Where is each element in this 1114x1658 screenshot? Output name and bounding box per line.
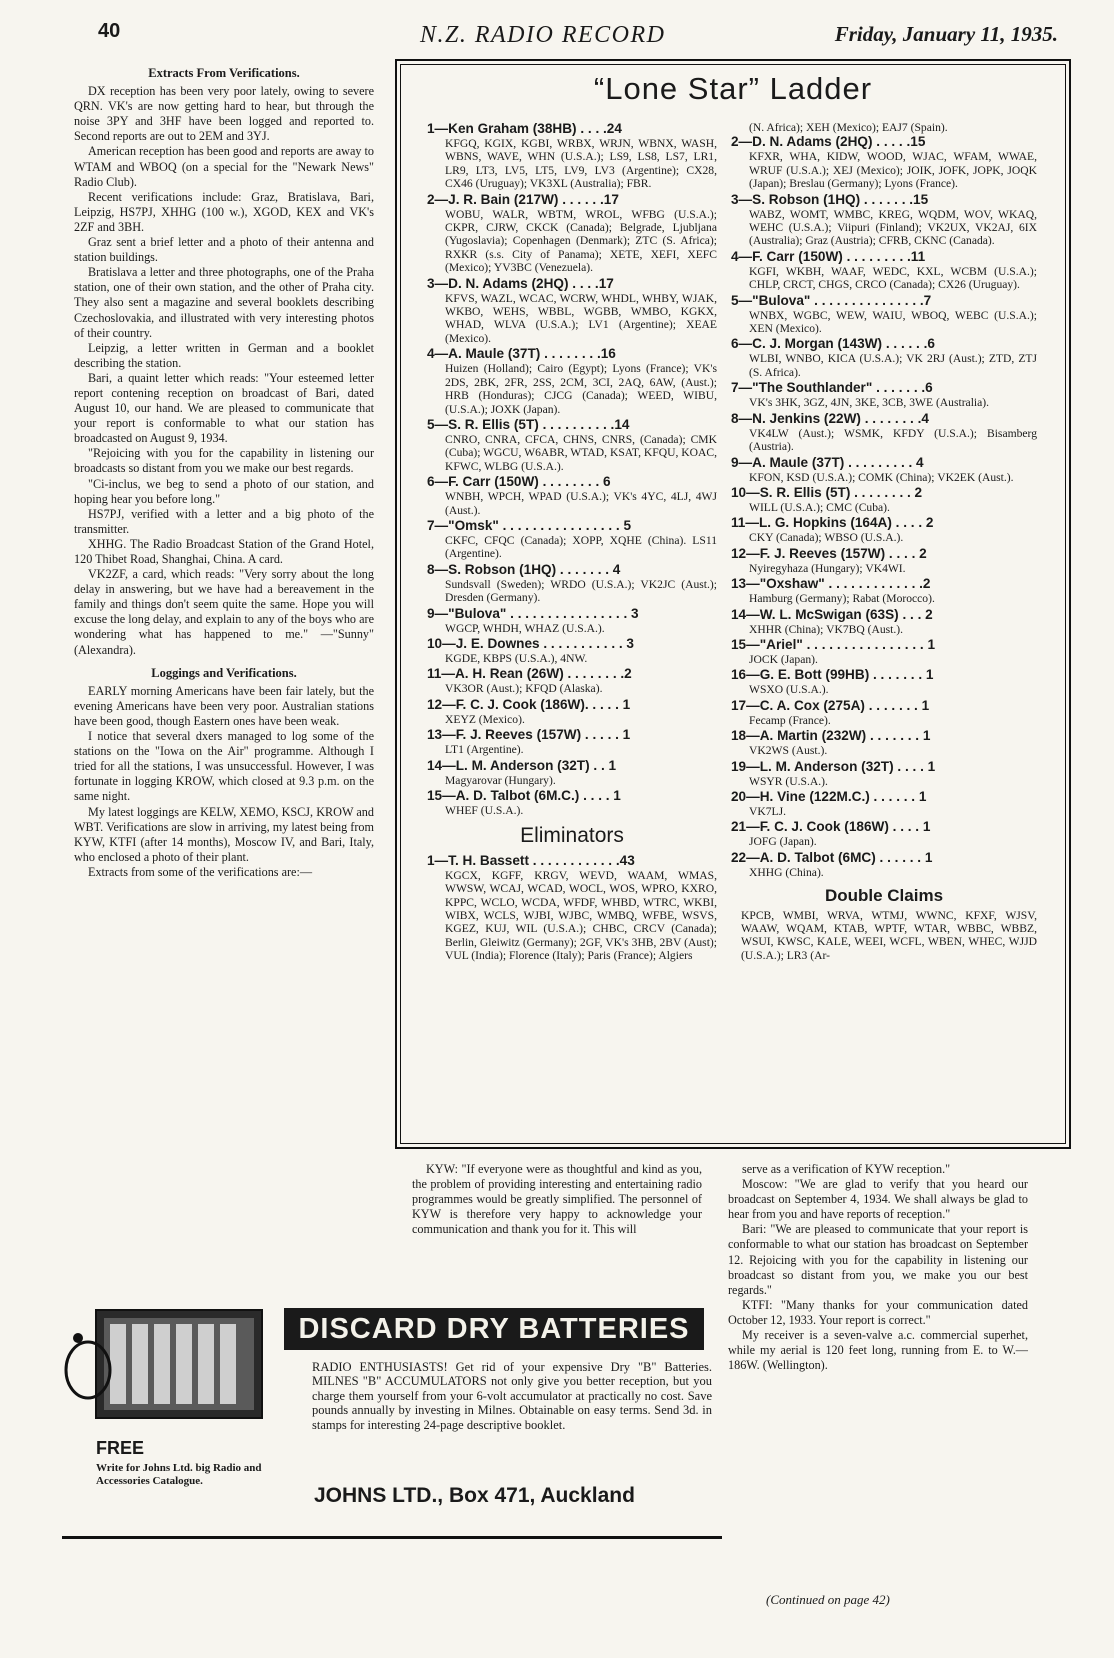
body-paragraph: KTFI: "Many thanks for your communication dated October 12, 1933. Your report is correct." <box>728 1297 1028 1327</box>
body-paragraph: Extracts from some of the verifications are:— <box>88 864 313 879</box>
ladder-entry <box>731 576 1037 605</box>
ladder-entry-stations: KGCX, KGFF, KRGV, WEVD, WAAM, WMAS, WWSW, WCAJ, WCAD, WOCL, WOS, WPRO, KXRO, KPPC, WCLO, WCDA, WFDF, WHBD, WTRC, WKBI, WIBX, WCLS, WJBI, WJBC, WMBQ, WFBE, WSVS, KGEZ, KUJ, WIL (U.S.A.); CHBC, CRCV (Canada); Berlin, Gleiwitz (Germany); 2GF, VK's 3HB, 2BV (Aust); VUL (India); Florence (Italy); Paris (France); Algiers <box>445 868 717 963</box>
body-paragraph: Graz sent a brief letter and a photo of their antenna and station buildings. <box>74 235 374 265</box>
ladder-entry-stations: VK7LJ. <box>749 804 787 818</box>
double-claims-list: KPCB, WMBI, WRVA, WTMJ, WWNC, KFXF, WJSV, WAAW, WQAM, KTAB, WPTF, WTAR, WBBC, WBBZ, WSUI, KWSC, KALE, WEEI, WCFL, WBEN, WHEC, WJJD (U.S.A.); LR3 (Ar- <box>741 908 1037 962</box>
ladder-entry-name: 9—"Bulova" . . . . . . . . . . . . . . . . 3 <box>427 605 639 621</box>
ad-catalogue-note: Write for Johns Ltd. big Radio and Accessories Catalogue. <box>96 1462 262 1487</box>
ladder-entry-name: 8—N. Jenkins (22W) . . . . . . . .4 <box>731 410 929 426</box>
ladder-entry <box>427 276 717 346</box>
ladder-entry <box>427 788 717 817</box>
battery-illustration <box>62 1290 282 1430</box>
ladder-entry-stations: WLBI, WNBO, KICA (U.S.A.); VK 2RJ (Aust.); ZTD, ZTJ (S. Africa). <box>749 352 1037 379</box>
body-paragraph: HS7PJ, verified with a letter and a big photo of the transmitter. <box>74 506 374 536</box>
ladder-entry-name: 1—T. H. Bassett . . . . . . . . . . . .43 <box>427 852 635 868</box>
ladder-entry-name: 21—F. C. J. Cook (186W) . . . . 1 <box>731 819 931 835</box>
ladder-entry-stations: XEYZ (Mexico). <box>445 712 525 726</box>
ladder-entry-name: 4—A. Maule (37T) . . . . . . . .16 <box>427 346 616 362</box>
body-paragraph: Recent verifications include: Graz, Bratislava, Bari, Leipzig, HS7PJ, XHHG (100 w.), XGOD, KEX and VK's 2ZF and 3BH. <box>74 189 374 234</box>
ladder-entry <box>427 474 717 517</box>
ladder-entry <box>731 728 1037 757</box>
ladder-entry <box>427 697 717 726</box>
issue-date: Friday, January 11, 1935. <box>834 22 1058 46</box>
ladder-entry-name: 5—"Bulova" . . . . . . . . . . . . . . .7 <box>731 292 932 308</box>
body-paragraph: "Rejoicing with you for the capability in listening our broadcasts so distant from you we make our best regards. <box>74 446 374 476</box>
ladder-entry-name: 16—G. E. Bott (99HB) . . . . . . . 1 <box>731 667 934 683</box>
ladder-entry <box>427 518 717 561</box>
ladder-entry-name: 2—D. N. Adams (2HQ) . . . . .15 <box>731 134 926 150</box>
ladder-entry-stations: JOFG (Japan). <box>749 835 817 849</box>
ladder-entry <box>427 758 717 787</box>
ladder-right-list <box>731 121 1037 962</box>
ladder-entry-stations: KFXR, WHA, KIDW, WOOD, WJAC, WFAM, WWAE, WRUF (U.S.A.); XEJ (Mexico); JOIK, JOFK, JOPK, JOQK (Japan); Breslau (Germany); Lyons (France). <box>749 150 1037 191</box>
ladder-entry <box>731 607 1037 636</box>
ladder-entry-stations: CKY (Canada); WBSO (U.S.A.). <box>749 531 904 545</box>
ladder-entry-name: 7—"The Southlander" . . . . . . .6 <box>731 380 933 396</box>
ladder-entry-stations: VK2WS (Aust.). <box>749 744 828 758</box>
body-paragraph: My receiver is a seven-valve a.c. commercial superhet, while my aerial is 120 feet long, running from E. to W.—186W. (Wellington). <box>728 1328 1028 1373</box>
ladder-entry-stations: KFGQ, KGIX, KGBI, WRBX, WRJN, WBNX, WASH, WBNS, WAVE, WHN (U.S.A.); LS9, LS8, LS7, LR1, LR9, LT3, LV5, LT5, LV9, LV3 (Argentine); CX28, CX46 (Uruguay); VK3XL (Australia); FBR. <box>445 137 717 191</box>
ladder-entry-name: 4—F. Carr (150W) . . . . . . . . .11 <box>731 248 926 264</box>
ladder-entry-stations: WGCP, WHDH, WHAZ (U.S.A.). <box>445 621 605 635</box>
ladder-entry-stations: WNBX, WGBC, WEW, WAIU, WBOQ, WEBC (U.S.A.); XEN (Mexico). <box>749 308 1037 336</box>
ladder-entry <box>427 853 717 963</box>
body-paragraph: Moscow: "We are glad to verify that you heard our broadcast on September 4, 1934. We shall always be glad to hear from you and have reports of reception." <box>728 1177 1028 1222</box>
ladder-title: “Lone Star” Ladder <box>593 71 873 106</box>
ladder-left-list <box>427 121 717 964</box>
ladder-entry-name: 10—J. E. Downes . . . . . . . . . . . 3 <box>427 635 634 651</box>
ad-free-label: FREE <box>96 1438 145 1458</box>
ladder-entry-stations: Sundsvall (Sweden); WRDO (U.S.A.); VK2JC (Aust.); Dresden (Germany). <box>445 577 717 605</box>
ladder-entry-name: 13—"Oxshaw" . . . . . . . . . . . . .2 <box>731 576 931 592</box>
masthead: N.Z. RADIO RECORD <box>420 22 666 48</box>
ladder-entry <box>731 411 1037 454</box>
ladder-entry-stations: WOBU, WALR, WBTM, WROL, WFBG (U.S.A.); CKPR, CJRW, CKCK (Canada); Belgrade, Ljubljana (Yugoslavia); Copenhagen (Denmark); ZTC (S. Africa); RXKR (s.s. City of Panama); XETE, XEFI, XEFC (Mexico); YV3BC (Venezuela). <box>445 207 717 275</box>
double-claims-heading: Double Claims <box>824 886 944 906</box>
ladder-entry <box>427 606 717 635</box>
ladder-entry-stations: Fecamp (France). <box>749 713 831 727</box>
ad-bottom-rule <box>62 1536 722 1539</box>
ladder-entry-name: 12—F. C. J. Cook (186W). . . . . 1 <box>427 696 631 712</box>
ladder-entry-stations: CKFC, CFQC (Canada); XOPP, XQHE (China). LS11 (Argentine). <box>445 533 717 561</box>
ladder-entry <box>731 455 1037 484</box>
ladder-entry-name: 3—D. N. Adams (2HQ) . . . .17 <box>427 275 614 291</box>
ladder-entry <box>427 666 717 695</box>
body-paragraph: Bari, a quaint letter which reads: "Your esteemed letter report contening reception on broadcast of Bari, dated August 10, our hand. We are pleased to communicate that your report is conformable to what our station has broadcasted on August 9, 1934. <box>74 370 374 446</box>
ladder-entry-stations: WABZ, WOMT, WMBC, KREG, WQDM, WOV, WKAQ, WEHC (U.S.A.); Viipuri (Finland); VK2UX, VK2AJ, 6IX (Australia); Graz (Austria); CFRB, CKNC (Canada). <box>749 207 1037 248</box>
ladder-entry-stations: Hamburg (Germany); Rabat (Morocco). <box>749 592 935 606</box>
ad-footer: JOHNS LTD., Box 471, Auckland <box>314 1484 635 1507</box>
ladder-entry <box>731 293 1037 336</box>
ladder-entry-stations: XHHR (China); VK7BQ (Aust.). <box>749 622 904 636</box>
body-paragraph: EARLY morning Americans have been fair lately, but the evening Americans have been very poor. Australian stations have been good, though Eastern ones have been weak. <box>74 683 374 728</box>
ladder-entry <box>731 336 1037 379</box>
section-heading-extracts: Extracts From Verifications. <box>148 66 300 80</box>
ladder-entry <box>731 698 1037 727</box>
body-paragraph: XHHG. The Radio Broadcast Station of the Grand Hotel, 120 Thibet Road, Shanghai, China. A card. <box>74 536 374 566</box>
ladder-entry-stations: WHEF (U.S.A.). <box>445 804 524 817</box>
ladder-entry-name: 18—A. Martin (232W) . . . . . . . 1 <box>731 728 931 744</box>
ladder-entry <box>427 192 717 275</box>
left-column <box>74 64 374 880</box>
ladder-entry <box>427 346 717 416</box>
ladder-entry <box>731 192 1037 248</box>
ladder-entry-name: 8—S. Robson (1HQ) . . . . . . . 4 <box>427 561 621 577</box>
ladder-entry-stations: WSXO (U.S.A.). <box>749 683 829 697</box>
ladder-entry-name: 15—A. D. Talbot (6M.C.) . . . . 1 <box>427 788 621 803</box>
ladder-entry-name: 17—C. A. Cox (275A) . . . . . . . 1 <box>731 697 930 713</box>
body-paragraph: DX reception has been very poor lately, owing to severe QRN. VK's are now getting hard to hear, but through the noise 3PY and 3HF have been logged and reported to. Second reports are out to 2EM and 3YJ. <box>74 84 374 144</box>
ladder-entry <box>731 667 1037 696</box>
body-paragraph: VK2ZF, a card, which reads: "Very sorry about the long delay in answering, but we have had a bereavement in the family and things don't seem quite the same. Hope you will excuse the long delay, and explain to any of the boys who are wondering what has happened to me." —"Sunny" (Alexandra). <box>74 567 374 657</box>
ladder-entry-name: 22—A. D. Talbot (6MC) . . . . . . 1 <box>731 849 933 865</box>
ladder-entry <box>427 562 717 605</box>
ladder-entry <box>731 546 1037 575</box>
ladder-entry <box>731 515 1037 544</box>
ladder-entry <box>731 759 1037 788</box>
ladder-entry-name: 12—F. J. Reeves (157W) . . . . 2 <box>731 545 927 561</box>
body-paragraph: Bratislava a letter and three photographs, one of the Praha station, one of their own station, and the other of Praha city. They also sent a magazine and several booklets describing Czechoslovakia, and illustrated with very interesting photos of their country. <box>74 265 374 340</box>
ladder-entry-stations: XHHG (China). <box>749 865 824 879</box>
ladder-entry-stations: KFVS, WAZL, WCAC, WCRW, WHDL, WHBY, WJAK, WKBO, WEHS, WBBL, WGBB, WMBO, KGKX, WHAD, WLVA (U.S.A.); LV1 (Argentine); XEAE (Mexico). <box>445 291 717 345</box>
ladder-entry-stations: KFON, KSD (U.S.A.); COMK (China); VK2EK (Aust.). <box>749 470 1014 484</box>
ladder-entry-name: 11—L. G. Hopkins (164A) . . . . 2 <box>731 515 934 531</box>
ladder-entry-stations: Magyarovar (Hungary). <box>445 773 556 787</box>
ladder-entry-name: 14—L. M. Anderson (32T) . . 1 <box>427 757 617 773</box>
ladder-entry <box>731 134 1037 190</box>
ladder-entry <box>427 727 717 756</box>
page-number: 40 <box>98 20 121 42</box>
ladder-entry-stations: JOCK (Japan). <box>749 652 818 666</box>
body-paragraph: Leipzig, a letter written in German and a booklet describing the station. <box>74 340 374 370</box>
body-paragraph: American reception has been good and reports are away to WTAM and WBOQ (on a special for the "Newark News" Radio Club). <box>74 144 374 189</box>
ladder-entry <box>731 249 1037 292</box>
ladder-entry <box>731 485 1037 514</box>
ladder-entry-name: 19—L. M. Anderson (32T) . . . . 1 <box>731 758 936 774</box>
ad-copy: RADIO ENTHUSIASTS! Get rid of your expensive Dry "B" Batteries. MILNES "B" ACCUMULATORS not only give you better reception, but you charge them yourself from your 6-volt accumulator at practically no cost. Save pounds annually by investing in Milnes. Obtainable on easy terms. Send 3d. in stamps for interesting 24-page descriptive booklet. <box>312 1360 712 1432</box>
ladder-entry-stations: Nyiregyhaza (Hungary); VK4WI. <box>749 561 906 575</box>
ladder-entry-stations: CNRO, CNRA, CFCA, CHNS, CNRS, (Canada); CMK (Cuba); WGCU, W6ABR, WTAD, KSAT, KFQU, KOAC, KFWC, WLBG (U.S.A.). <box>445 432 717 473</box>
ladder-entry-name: 9—A. Maule (37T) . . . . . . . . . 4 <box>731 454 924 470</box>
ladder-entry-stations: LT1 (Argentine). <box>445 743 524 757</box>
ladder-entry <box>427 636 717 665</box>
ladder-entry <box>731 789 1037 818</box>
ladder-continued-stations: (N. Africa); XEH (Mexico); EAJ7 (Spain). <box>749 121 948 134</box>
ladder-entry-stations: KGFI, WKBH, WAAF, WEDC, KXL, WCBM (U.S.A.); CHLP, CRCT, CHGS, CRCO (Canada); CX26 (Uruguay). <box>749 264 1037 292</box>
ad-banner: DISCARD DRY BATTERIES <box>284 1308 704 1350</box>
ladder-entry <box>731 850 1037 879</box>
middle-column <box>412 1162 702 1237</box>
page-header <box>0 20 1114 54</box>
ladder-entry-stations: WSYR (U.S.A.). <box>749 774 828 788</box>
ladder-entry-name: 1—Ken Graham (38HB) . . . .24 <box>427 121 622 136</box>
ladder-entry-stations: VK4LW (Aust.); WSMK, KFDY (U.S.A.); Bisamberg (Austria). <box>749 426 1037 454</box>
ladder-entry-name: 10—S. R. Ellis (5T) . . . . . . . . 2 <box>731 484 923 500</box>
ladder-entry-stations: WNBH, WPCH, WPAD (U.S.A.); VK's 4YC, 4LJ, 4WJ (Aust.). <box>445 490 717 517</box>
ladder-entry-name: 3—S. Robson (1HQ) . . . . . . .15 <box>731 191 929 207</box>
continued-note: (Continued on page 42) <box>766 1592 890 1607</box>
ladder-entry-name: 14—W. L. McSwigan (63S) . . . 2 <box>731 606 933 622</box>
ladder-entry <box>427 417 717 473</box>
battery-advertisement <box>62 1290 712 1530</box>
lone-star-ladder-box <box>400 64 1066 1144</box>
ladder-entry-name: 20—H. Vine (122M.C.) . . . . . . 1 <box>731 788 927 804</box>
ladder-entry-name: 13—F. J. Reeves (157W) . . . . . 1 <box>427 727 631 743</box>
ladder-entry-stations: KGDE, KBPS (U.S.A.), 4NW. <box>445 651 588 665</box>
ladder-entry-name: 15—"Ariel" . . . . . . . . . . . . . . . . 1 <box>731 636 936 652</box>
ladder-entry-stations: VK3OR (Aust.); KFQD (Alaska). <box>445 682 603 696</box>
ladder-entry-stations: VK's 3HK, 3GZ, 4JN, 3KE, 3CB, 3WE (Australia). <box>749 396 990 410</box>
ladder-entry-name: 2—J. R. Bain (217W) . . . . . .17 <box>427 191 619 207</box>
ladder-entry-name: 7—"Omsk" . . . . . . . . . . . . . . . . 5 <box>427 517 632 533</box>
body-paragraph: "Ci-inclus, we beg to send a photo of our station, and hoping hear you before long." <box>74 476 374 506</box>
ladder-entry-stations: WILL (U.S.A.); CMC (Cuba). <box>749 500 890 514</box>
right-column <box>728 1162 1028 1373</box>
body-paragraph: serve as a verification of KYW reception." <box>742 1162 951 1176</box>
ladder-entry-name: 6—C. J. Morgan (143W) . . . . . .6 <box>731 336 935 352</box>
ladder-entry-name: 5—S. R. Ellis (5T) . . . . . . . . . .14 <box>427 416 630 432</box>
ladder-entry <box>731 380 1037 409</box>
ladder-entry <box>731 819 1037 848</box>
body-paragraph: My latest loggings are KELW, XEMO, KSCJ, KROW and WBT. Verifications are slow in arriving, my latest being from KYW, KTFI (after 14 months), Moscow IV, and Bari, Italy, who enclosed a photo of their plant. <box>74 804 374 864</box>
ladder-entry-stations: Huizen (Holland); Cairo (Egypt); Lyons (France); VK's 2DS, 2BK, 2FR, 2SS, 2CM, 3CI, 2AQ, 6AW, (Aust.); HRB (Honduras); CJCG (Canada); WEED, WIBU, (U.S.A.); JOXK (Japan). <box>445 362 717 416</box>
ladder-entry <box>427 121 717 191</box>
ladder-entry <box>731 637 1037 666</box>
body-paragraph: I notice that several dxers managed to log some of the stations on the "Iowa on the Air" programme. Although I tried for all the stations, I was unsuccessful. However, I was fortunate in logging KROW, which closed at 9.3 p.m. on the same night. <box>74 729 374 804</box>
section-heading-loggings: Loggings and Verifications. <box>151 665 297 680</box>
ladder-entry-name: 11—A. H. Rean (26W) . . . . . . . .2 <box>427 666 632 682</box>
body-paragraph: Bari: "We are pleased to communicate that your report is conformable to what our station has broadcast on September 12. Rejoicing with you for the capability in listening our broadcast so distant from you, we make you our best regards." <box>728 1222 1028 1297</box>
body-paragraph: KYW: "If everyone were as thoughtful and kind as you, the problem of providing interesting and entertaining radio programmes would be greatly simplified. The personnel of KYW is therefore very happy to acknowledge your communication and thank you for it. This will <box>412 1162 702 1237</box>
eliminators-heading: Eliminators <box>520 824 624 848</box>
ladder-entry-name: 6—F. Carr (150W) . . . . . . . . 6 <box>427 474 611 490</box>
